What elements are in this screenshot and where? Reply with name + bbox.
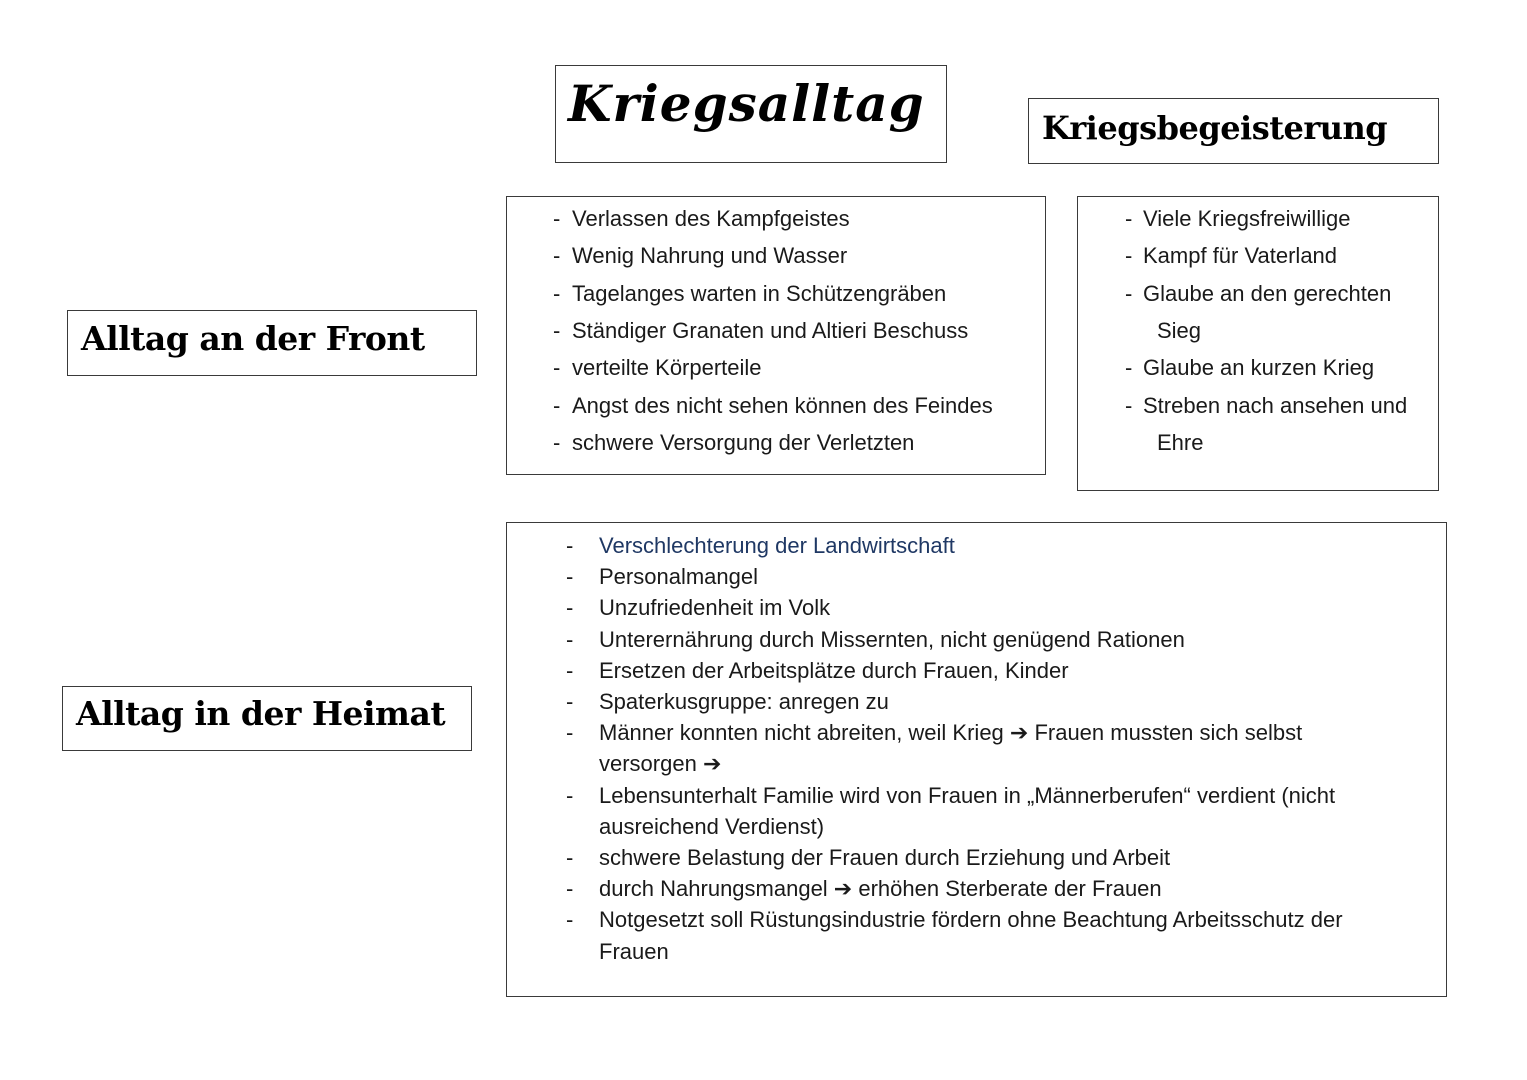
list-item-continuation: versorgen ➔ [599, 751, 722, 777]
list-item: Verlassen des Kampfgeistes [572, 206, 850, 231]
list-bullet: - [553, 280, 561, 306]
list-item: Kampf für Vaterland [1143, 243, 1338, 269]
list-item: Verschlechterung der Landwirtschaft [599, 533, 955, 558]
list-item: verteilte Körperteile [572, 355, 762, 381]
list-item: Lebensunterhalt Familie wird von Frauen in „Männerberufen“ verdient (nicht [599, 782, 1336, 808]
list-bullet: - [566, 876, 574, 902]
list-item: Ersetzen der Arbeitsplätze durch Frauen, Kinder [599, 657, 1069, 683]
list-bullet: - [553, 206, 561, 231]
list-bullet: - [553, 355, 561, 381]
list-item: Angst des nicht sehen können des Feindes [572, 392, 993, 418]
list-item: Tagelanges warten in Schützengräben [572, 280, 947, 306]
list-item: Streben nach ansehen und [1143, 392, 1408, 418]
list-bullet: - [566, 657, 574, 683]
list-item: Unzufriedenheit im Volk [599, 595, 831, 621]
list-item-continuation: Ehre [1157, 429, 1204, 455]
list-bullet: - [1125, 280, 1133, 306]
list-item: Spaterkusgruppe: anregen zu [599, 689, 889, 714]
front-heading: Alltag an der Front [81, 319, 425, 358]
front-list [506, 196, 1046, 475]
list-item-continuation: Frauen [599, 938, 669, 964]
page-title: Kriegsalltag [568, 74, 925, 133]
front-heading-box [67, 310, 477, 376]
list-item: Wenig Nahrung und Wasser [572, 243, 848, 269]
list-item: durch Nahrungsmangel ➔ erhöhen Sterberate der Frauen [599, 876, 1162, 902]
list-bullet: - [566, 845, 574, 870]
list-item: Viele Kriegsfreiwillige [1143, 206, 1351, 231]
list-bullet: - [1125, 243, 1133, 269]
list-item: Ständiger Granaten und Altieri Beschuss [572, 317, 969, 343]
list-bullet: - [553, 243, 561, 269]
list-bullet: - [566, 689, 574, 714]
heimat-heading-box [62, 686, 472, 751]
list-bullet: - [566, 782, 574, 808]
list-bullet: - [553, 429, 561, 455]
list-item: Personalmangel [599, 564, 758, 590]
list-item: Männer konnten nicht abreiten, weil Krieg ➔ Frauen mussten sich selbst [599, 720, 1303, 746]
list-bullet: - [566, 720, 574, 746]
kriegsbegeisterung-heading-box [1028, 98, 1439, 164]
list-item: Notgesetzt soll Rüstungsindustrie fördern ohne Beachtung Arbeitsschutz der [599, 907, 1343, 933]
list-item: Glaube an kurzen Krieg [1143, 355, 1375, 381]
heimat-list [506, 522, 1447, 997]
list-bullet: - [553, 392, 561, 418]
list-bullet: - [1125, 355, 1133, 381]
list-bullet: - [566, 533, 574, 558]
list-item: schwere Belastung der Frauen durch Erziehung und Arbeit [599, 845, 1171, 870]
list-bullet: - [566, 907, 574, 933]
title-box [555, 65, 947, 163]
list-bullet: - [566, 595, 574, 621]
list-bullet: - [553, 317, 561, 343]
list-bullet: - [566, 564, 574, 590]
list-item: Glaube an den gerechten [1143, 280, 1392, 306]
list-item-continuation: ausreichend Verdienst) [599, 813, 825, 839]
list-bullet: - [566, 626, 574, 652]
kriegsbegeisterung-heading: Kriegsbegeisterung [1042, 109, 1388, 147]
list-item: Unterernährung durch Missernten, nicht genügend Rationen [599, 626, 1185, 652]
list-bullet: - [1125, 206, 1133, 231]
list-item: schwere Versorgung der Verletzten [572, 429, 915, 455]
list-bullet: - [1125, 392, 1133, 418]
kriegsbegeisterung-list [1077, 196, 1439, 491]
heimat-heading: Alltag in der Heimat [76, 694, 446, 733]
list-item-continuation: Sieg [1157, 317, 1202, 343]
